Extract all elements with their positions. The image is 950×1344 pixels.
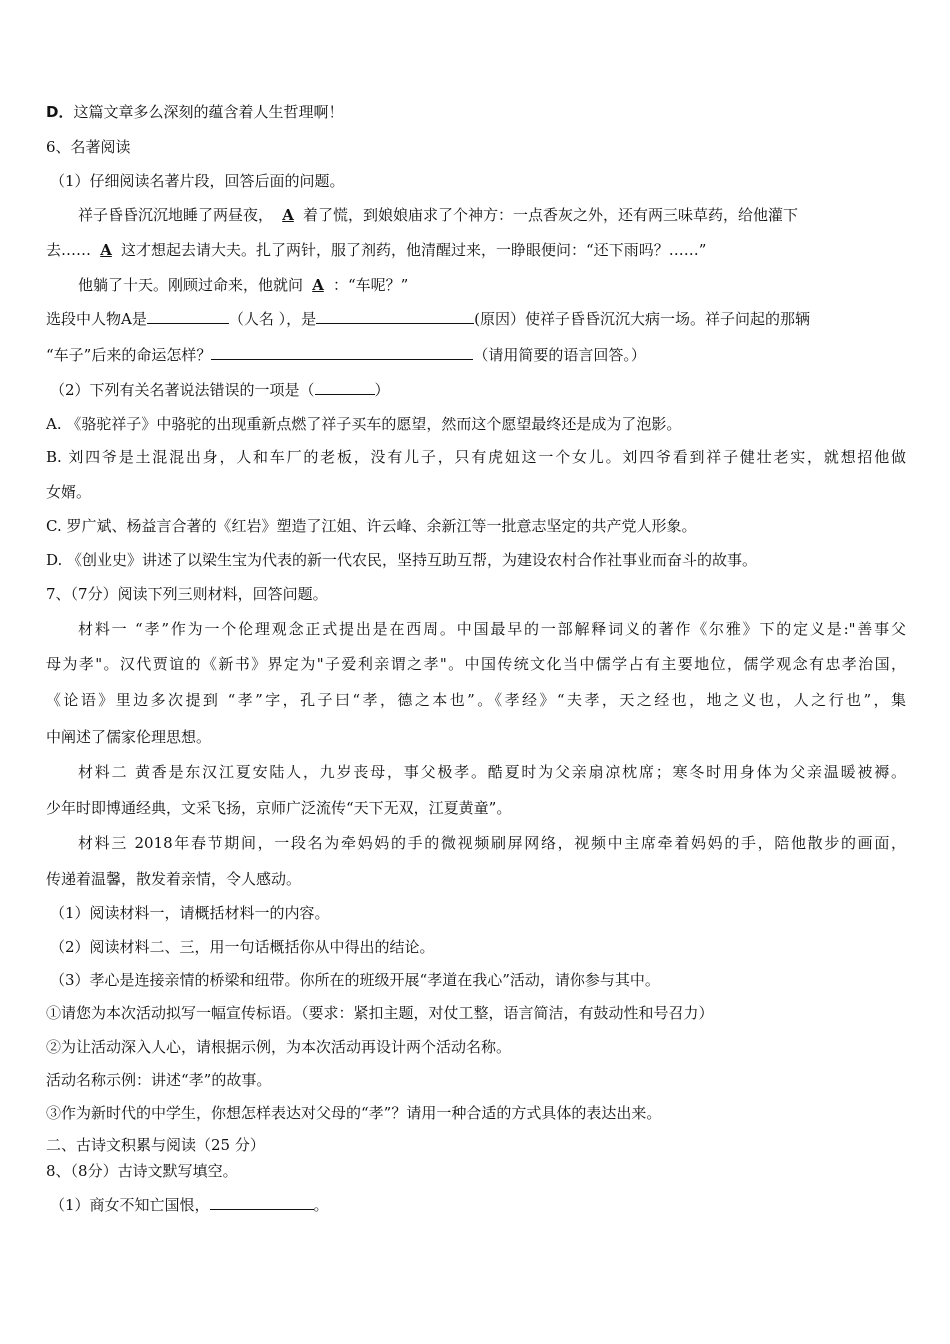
passage-line-1 bbox=[78, 205, 798, 225]
passage-text: 着了慌，到娘娘庙求了个神方：一点香灰之外，还有两三味草药，给他灌下 bbox=[303, 206, 799, 224]
passage-text: 去…… bbox=[46, 241, 92, 259]
question-text: （请用简要的语言回答。） bbox=[473, 346, 646, 364]
material-1-line-2: 母为孝"。汉代贾谊的《新书》界定为"子爱利亲谓之孝"。中国传统文化当中儒学占有主要地位，儒学观念有忠孝治国， bbox=[46, 655, 906, 673]
q7-title: 7、（7分）阅读下列三则材料，回答问题。 bbox=[46, 585, 328, 603]
q7-sub1: （1）阅读材料一，请概括材料一的内容。 bbox=[50, 904, 330, 922]
q6-option-d: D. 《创业史》讲述了以梁生宝为代表的新一代农民，坚持互助互帮，为建设农村合作社事业而奋斗的故事。 bbox=[46, 551, 758, 569]
blank-a: A bbox=[282, 206, 294, 224]
material-3-line-2: 传递着温馨，散发着亲情，令人感动。 bbox=[46, 870, 302, 888]
question-text: 。 bbox=[313, 1196, 329, 1214]
material-3-line-1: 材料三 2018年春节期间，一段名为牵妈妈的手的微视频刷屏网络，视频中主席牵着妈妈的手，陪他散步的画面， bbox=[78, 834, 906, 852]
answer-blank-poem[interactable] bbox=[210, 1194, 314, 1210]
q6-question-line-2 bbox=[46, 344, 646, 365]
q7-example: 活动名称示例：讲述“孝”的故事。 bbox=[46, 1071, 272, 1089]
passage-text: 他躺了十天。刚顾过命来，他就问 bbox=[78, 276, 304, 294]
question-text: (原因）使祥子昏昏沉沉大病一场。祥子问起的那辆 bbox=[474, 310, 810, 328]
question-text: （2）下列有关名著说法错误的一项是（ bbox=[50, 381, 315, 399]
material-1-line-4: 中阐述了儒家伦理思想。 bbox=[46, 728, 212, 746]
passage-line-2 bbox=[46, 240, 706, 260]
blank-a: A bbox=[100, 241, 112, 259]
q6-option-b-line-2: 女婿。 bbox=[46, 483, 92, 501]
q8-title: 8、（8分）古诗文默写填空。 bbox=[46, 1162, 238, 1180]
passage-text: 祥子昏昏沉沉地睡了两昼夜， bbox=[78, 206, 274, 224]
answer-blank-name[interactable] bbox=[147, 308, 229, 324]
passage-text: 这才想起去请大夫。扎了两针，服了剂药，他清醒过来，一睁眼便问：“还下雨吗？……” bbox=[121, 241, 707, 259]
question-text: “车子”后来的命运怎样？ bbox=[46, 346, 212, 364]
answer-blank-car-fate[interactable] bbox=[211, 344, 473, 360]
passage-line-3 bbox=[78, 275, 408, 295]
question-text: ） bbox=[374, 381, 390, 399]
answer-blank-reason[interactable] bbox=[316, 308, 474, 324]
q8-sub1 bbox=[50, 1194, 329, 1215]
option-letter: D． bbox=[46, 103, 74, 121]
q7-task-1: ①请您为本次活动拟写一幅宣传标语。（要求：紧扣主题，对仗工整，语言简洁，有鼓动性和号召力） bbox=[46, 1004, 714, 1022]
q6-option-b-line-1: B. 刘四爷是土混混出身，人和车厂的老板，没有儿子，只有虎妞这一个女儿。刘四爷看到祥子健壮老实，就想招他做 bbox=[46, 448, 906, 466]
q7-sub2: （2）阅读材料二、三，用一句话概括你从中得出的结论。 bbox=[50, 938, 435, 956]
question-text: 选段中人物A是 bbox=[46, 310, 147, 328]
question-text: （1）商女不知亡国恨， bbox=[50, 1196, 210, 1214]
q7-task-2: ②为让活动深入人心，请根据示例，为本次活动再设计两个活动名称。 bbox=[46, 1038, 512, 1056]
q6-sub2 bbox=[50, 379, 390, 400]
section-2-title: 二、古诗文积累与阅读（25 分） bbox=[46, 1136, 265, 1154]
question-text: （人名 ），是 bbox=[228, 310, 317, 328]
answer-blank-choice[interactable] bbox=[315, 379, 375, 395]
material-1-line-3: 《论语》里边多次提到 “孝”字，孔子曰“孝，德之本也”。《孝经》“夫孝，天之经也，地之义也，人之行也”，集 bbox=[46, 691, 906, 709]
q7-sub3: （3）孝心是连接亲情的桥梁和纽带。你所在的班级开展“孝道在我心”活动，请你参与其中。 bbox=[50, 971, 660, 989]
material-1-line-1: 材料一 “孝”作为一个伦理观念正式提出是在西周。中国最早的一部解释词义的著作《尔雅》下的定义是:"善事父 bbox=[78, 620, 906, 638]
q6-question-line-1 bbox=[46, 308, 810, 329]
q6-sub1: （1）仔细阅读名著片段，回答后面的问题。 bbox=[50, 172, 345, 190]
option-text: 这篇文章多么深刻的蕴含着人生哲理啊！ bbox=[73, 103, 344, 121]
q6-option-a: A. 《骆驼祥子》中骆驼的出现重新点燃了祥子买车的愿望，然而这个愿望最终还是成为了泡影。 bbox=[46, 415, 682, 433]
q7-task-3: ③作为新时代的中学生，你想怎样表达对父母的“孝”？请用一种合适的方式具体的表达出来。 bbox=[46, 1104, 662, 1122]
q5-option-d bbox=[46, 102, 343, 122]
passage-text: ：“车呢？” bbox=[333, 276, 409, 294]
material-2-line-2: 少年时即博通经典，文采飞扬，京师广泛流传“天下无双，江夏黄童”。 bbox=[46, 799, 512, 817]
blank-a: A bbox=[312, 276, 324, 294]
q6-title: 6、名著阅读 bbox=[46, 138, 131, 156]
material-2-line-1: 材料二 黄香是东汉江夏安陆人，九岁丧母，事父极孝。酷夏时为父亲扇凉枕席；寒冬时用身体为父亲温暖被褥。 bbox=[78, 763, 906, 781]
q6-option-c: C. 罗广斌、杨益言合著的《红岩》塑造了江姐、许云峰、余新江等一批意志坚定的共产党人形象。 bbox=[46, 517, 697, 535]
